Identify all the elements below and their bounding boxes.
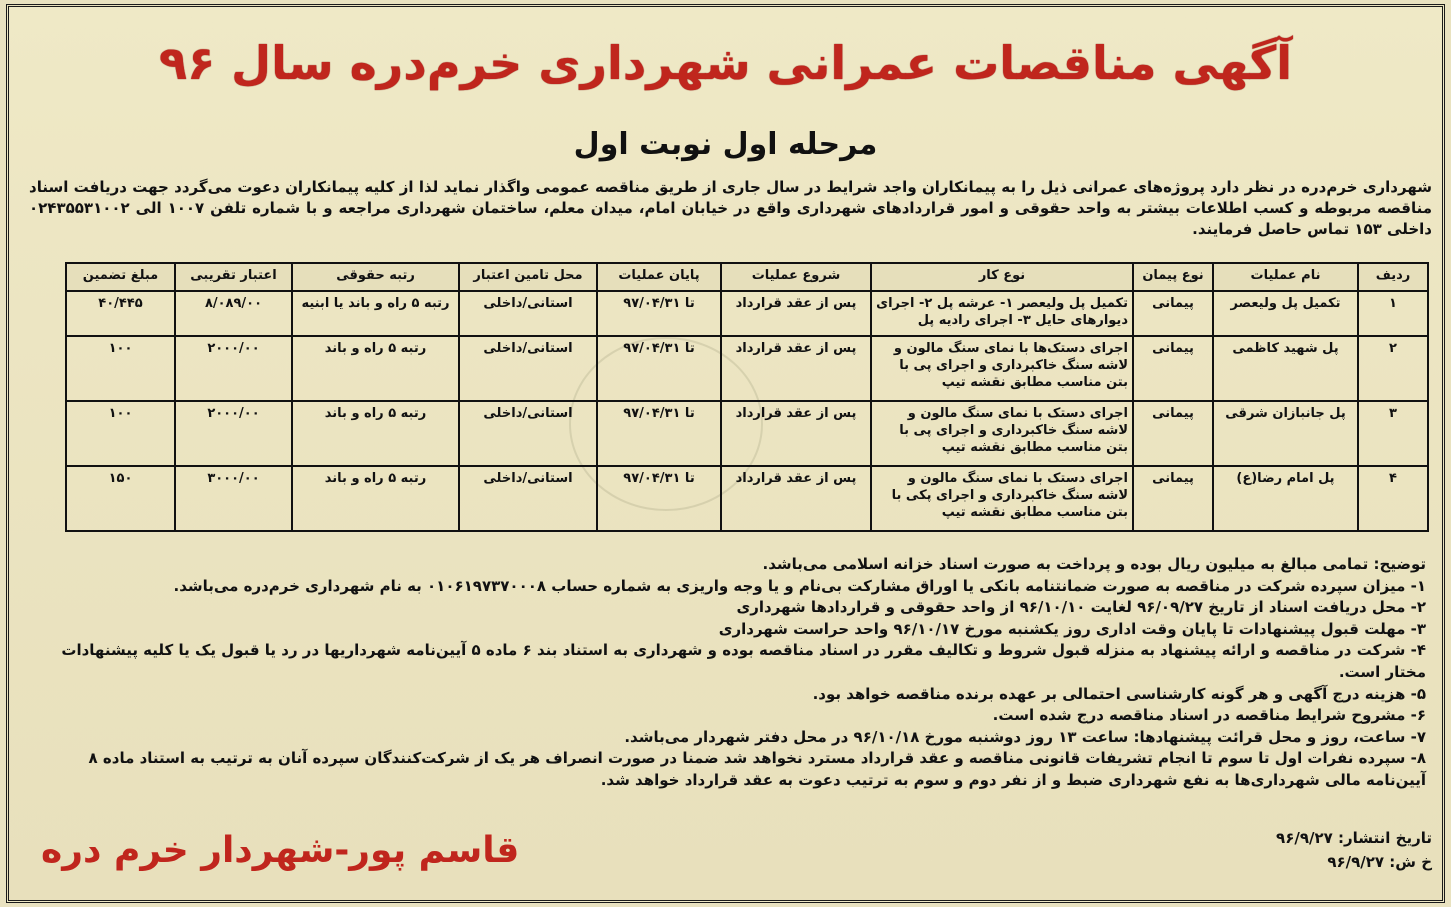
cell-funding-source: استانی/داخلی bbox=[459, 336, 597, 401]
cell-work-type: اجرای دستک با نمای سنگ مالون و لاشه سنگ خاکبرداری و اجرای پکی با بتن مناسب مطابق نقشه تیپ bbox=[871, 466, 1133, 531]
cell-estimated-budget: ۳۰۰۰/۰۰ bbox=[175, 466, 292, 531]
note-item: ۳- مهلت قبول پیشنهادات تا پایان وقت اداری روز یکشنبه مورخ ۹۶/۱۰/۱۷ واحد حراست شهرداری bbox=[718, 619, 1426, 638]
cell-end: تا ۹۷/۰۴/۳۱ bbox=[597, 401, 721, 466]
note-item: ۵- هزینه درج آگهی و هر گونه کارشناسی احتمالی بر عهده برنده مناقصه خواهد بود. bbox=[812, 684, 1426, 703]
cell-grade: رتبه ۵ راه و باند bbox=[292, 466, 459, 531]
cell-estimated-budget: ۸/۰۸۹/۰۰ bbox=[175, 291, 292, 336]
cell-start: پس از عقد قرارداد bbox=[721, 466, 871, 531]
cell-start: پس از عقد قرارداد bbox=[721, 291, 871, 336]
intro-paragraph: شهرداری خرم‌دره در نظر دارد پروژه‌های عمرانی ذیل را به پیمانکاران واجد شرایط در سال جاری از طریق مناقصه عمومی واگذار نماید لذا از کلیه پیمانکاران دعوت می‌گردد جهت دریافت اسناد مناقصه مربوطه و کسب اطلاعات بیشتر به واحد حقوقی و امور قراردادهای شهرداری واقع در خیابان امام، میدان معلم، ساختمان شهرداری مراجعه و با شماره تلفن ۱۰۰۷ الی ۰۲۴۳۵۵۳۱۰۰۲ داخلی ۱۵۳ تماس حاصل فرمایند. bbox=[29, 178, 1432, 238]
header-work-type: نوع کار bbox=[871, 263, 1133, 291]
cell-end: تا ۹۷/۰۴/۳۱ bbox=[597, 291, 721, 336]
cell-contract-type: پیمانی bbox=[1133, 336, 1213, 401]
cell-operation-name: پل شهید کاظمی bbox=[1213, 336, 1358, 401]
cell-grade: رتبه ۵ راه و باند یا ابنیه bbox=[292, 291, 459, 336]
cell-contract-type: پیمانی bbox=[1133, 291, 1213, 336]
table-row bbox=[66, 291, 1428, 336]
cell-contract-type: پیمانی bbox=[1133, 401, 1213, 466]
header-start: شروع عملیات bbox=[721, 263, 871, 291]
table-row bbox=[66, 336, 1428, 401]
notice-subtitle: مرحله اول نوبت اول bbox=[573, 127, 878, 162]
cell-row-number: ۱ bbox=[1358, 291, 1428, 336]
tender-notice bbox=[6, 4, 1445, 903]
mayor-signature: قاسم پور-شهردار خرم دره bbox=[41, 830, 520, 871]
note-item: ۸- سپرده نفرات اول تا سوم تا انجام تشریفات قانونی مناقصه و عقد قرارداد مسترد نخواهد شد ضمنا در صورت انصراف هر یک از شرکت‌کنندگان سپرده آنان به ترتیب به استناد ماده ۸ آیین‌نامه مالی شهرداری‌ها به نفع شهرداری ضبط و از نفر دوم و سوم به ترتیب دعوت به عقد قرارداد خواهد شد. bbox=[88, 749, 1426, 789]
cell-work-type: تکمیل پل ولیعصر ۱- عرشه پل ۲- اجرای دیوارهای حایل ۳- اجرای رادیه پل bbox=[871, 291, 1133, 336]
header-end: پایان عملیات bbox=[597, 263, 721, 291]
notice-title: آگهی مناقصات عمرانی شهرداری خرم‌دره سال ۹۶ bbox=[159, 36, 1292, 90]
cell-row-number: ۲ bbox=[1358, 336, 1428, 401]
note-item: ۱- میزان سپرده شرکت در مناقصه به صورت ضمانتنامه بانکی یا اوراق مشارکت بی‌نام و یا وجه واریزی به شماره حساب ۰۱۰۶۱۹۷۳۷۰۰۰۸ به نام شهرداری خرم‌دره می‌باشد. bbox=[173, 576, 1426, 595]
cell-grade: رتبه ۵ راه و باند bbox=[292, 401, 459, 466]
table-row bbox=[66, 401, 1428, 466]
reference-code: خ ش: ۹۶/۹/۲۷ bbox=[1327, 853, 1432, 871]
cell-work-type: اجرای دستک‌ها با نمای سنگ مالون و لاشه سنگ خاکبرداری و اجرای پی با بتن مناسب مطابق نقشه تیپ bbox=[871, 336, 1133, 401]
cell-end: تا ۹۷/۰۴/۳۱ bbox=[597, 466, 721, 531]
cell-operation-name: پل امام رضا(ع) bbox=[1213, 466, 1358, 531]
cell-guarantee-amount: ۴۰/۴۴۵ bbox=[66, 291, 175, 336]
header-contract-type: نوع پیمان bbox=[1133, 263, 1213, 291]
cell-guarantee-amount: ۱۰۰ bbox=[66, 401, 175, 466]
header-guarantee-amount: مبلغ تضمین bbox=[66, 263, 175, 291]
cell-operation-name: تکمیل پل ولیعصر bbox=[1213, 291, 1358, 336]
publish-date: تاریخ انتشار: ۹۶/۹/۲۷ bbox=[1276, 829, 1432, 847]
header-estimated-budget: اعتبار تقریبی bbox=[175, 263, 292, 291]
note-item: ۷- ساعت، روز و محل قرائت پیشنهادها: ساعت ۱۳ روز دوشنبه مورخ ۹۶/۱۰/۱۸ در محل دفتر شهردار می‌باشد. bbox=[624, 727, 1426, 746]
cell-guarantee-amount: ۱۵۰ bbox=[66, 466, 175, 531]
note-item: ۶- مشروح شرایط مناقصه در اسناد مناقصه درج شده است. bbox=[992, 706, 1426, 725]
note-item: ۲- محل دریافت اسناد از تاریخ ۹۶/۰۹/۲۷ لغایت ۹۶/۱۰/۱۰ از واحد حقوقی و قراردادها شهرداری bbox=[736, 598, 1426, 617]
projects-table bbox=[65, 262, 1429, 532]
header-funding-source: محل تامین اعتبار bbox=[459, 263, 597, 291]
cell-start: پس از عقد قرارداد bbox=[721, 336, 871, 401]
cell-estimated-budget: ۲۰۰۰/۰۰ bbox=[175, 336, 292, 401]
header-row-number: ردیف bbox=[1358, 263, 1428, 291]
cell-guarantee-amount: ۱۰۰ bbox=[66, 336, 175, 401]
cell-start: پس از عقد قرارداد bbox=[721, 401, 871, 466]
table-row bbox=[66, 466, 1428, 531]
note-item: ۴- شرکت در مناقصه و ارائه پیشنهاد به منزله قبول شروط و تکالیف مقرر در اسناد مناقصه بوده و شهرداری به استناد بند ۶ ماده ۵ آیین‌نامه شهرداریها در رد یا قبول یک یا کلیه پیشنهادات مختار است. bbox=[61, 641, 1426, 681]
cell-end: تا ۹۷/۰۴/۳۱ bbox=[597, 336, 721, 401]
header-grade: رتبه حقوقی bbox=[292, 263, 459, 291]
cell-funding-source: استانی/داخلی bbox=[459, 466, 597, 531]
cell-contract-type: پیمانی bbox=[1133, 466, 1213, 531]
cell-grade: رتبه ۵ راه و باند bbox=[292, 336, 459, 401]
cell-work-type: اجرای دستک با نمای سنگ مالون و لاشه سنگ خاکبرداری و اجرای پی با بتن مناسب مطابق نقشه تیپ bbox=[871, 401, 1133, 466]
notes-section bbox=[33, 554, 1426, 792]
cell-row-number: ۳ bbox=[1358, 401, 1428, 466]
cell-operation-name: پل جانبازان شرقی bbox=[1213, 401, 1358, 466]
cell-row-number: ۴ bbox=[1358, 466, 1428, 531]
header-operation-name: نام عملیات bbox=[1213, 263, 1358, 291]
cell-funding-source: استانی/داخلی bbox=[459, 291, 597, 336]
cell-estimated-budget: ۲۰۰۰/۰۰ bbox=[175, 401, 292, 466]
cell-funding-source: استانی/داخلی bbox=[459, 401, 597, 466]
note-explanation: توضیح: تمامی مبالغ به میلیون ریال بوده و پرداخت به صورت اسناد خزانه اسلامی می‌باشد. bbox=[762, 555, 1426, 573]
table-header-row bbox=[66, 263, 1428, 291]
publication-info bbox=[1276, 826, 1432, 874]
